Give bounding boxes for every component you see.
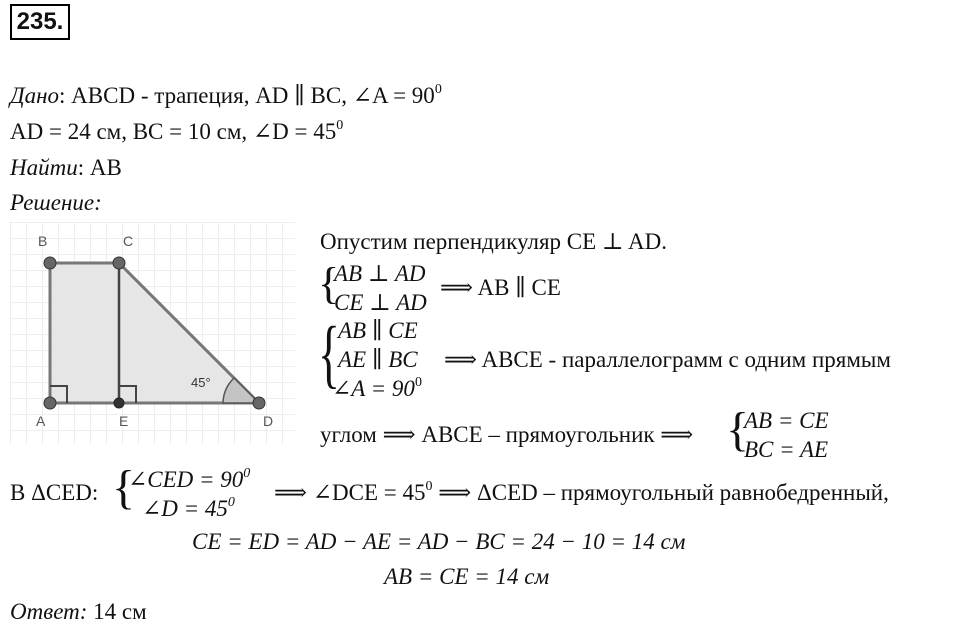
label-a: A [36, 413, 46, 429]
given-label: Дано [10, 83, 60, 108]
sys3-line-b: BC = AE [744, 437, 829, 462]
sys2-line-c [332, 375, 422, 407]
answer-line [10, 598, 147, 626]
trapezoid-figure [10, 222, 295, 444]
step-rectangle: углом ⟹ ABCE – прямоугольник ⟹ [320, 422, 694, 447]
sys2-line-c-text: ∠A = 90 [332, 376, 415, 401]
system-brace-4: { [112, 461, 136, 514]
answer-label: Ответ: [10, 599, 88, 624]
tri-mid-text: ⟹ ∠DCE = 45 [274, 480, 426, 505]
sys2-line-a: AB ∥ CE [338, 318, 418, 343]
triangle-prefix: В ΔCED: [10, 480, 99, 505]
sys2-result: ⟹ ABCE - параллелограмм с одним прямым [444, 347, 891, 372]
given-line-2 [10, 118, 343, 150]
sys4-line-b-text: ∠D = 45 [142, 496, 228, 521]
tri-mid-sup: 0 [425, 479, 433, 494]
given-sup-2: 0 [336, 118, 344, 133]
solution-label: Решение: [10, 190, 102, 215]
answer-text: 14 см [87, 599, 147, 624]
triangle-conclusion [274, 479, 889, 511]
system-brace-1: { [318, 259, 340, 308]
point-e-icon [114, 398, 124, 408]
tri-end-text: ⟹ ΔCED – прямоугольный равнобедренный, [438, 480, 889, 505]
sys4-line-a-text: ∠CED = 90 [128, 467, 244, 492]
sys1-line-b: CE ⊥ AD [334, 290, 427, 315]
find-line [10, 154, 122, 182]
sys4-line-a [128, 466, 250, 498]
point-c-icon [113, 257, 125, 269]
label-c: C [123, 233, 134, 249]
sys1-result: ⟹ AB ∥ CE [440, 275, 561, 300]
system-brace-2: { [318, 312, 340, 396]
system-brace-3: { [726, 403, 750, 456]
sys4-line-b [142, 495, 235, 527]
equation-2: AB = CE = 14 см [384, 564, 550, 589]
find-label: Найти [10, 155, 78, 180]
label-b: B [38, 233, 48, 249]
point-b-icon [44, 257, 56, 269]
angle-45-label: 45° [191, 375, 211, 390]
sys2-line-b: AE ∥ BC [338, 347, 418, 372]
step-perpendicular: Опустим перпендикуляр CE ⊥ AD. [320, 229, 668, 254]
point-a-icon [44, 397, 56, 409]
find-text: : AB [77, 155, 122, 180]
given-text-2: AD = 24 см, BC = 10 см, ∠D = 45 [10, 119, 337, 144]
sys4-line-a-sup: 0 [243, 466, 251, 481]
sys3-line-a: AB = CE [744, 408, 829, 433]
given-line-1 [10, 82, 442, 114]
label-d: D [263, 413, 274, 429]
problem-number: 235. [10, 4, 70, 40]
point-d-icon [253, 397, 265, 409]
sys4-line-b-sup: 0 [227, 495, 235, 510]
sys2-line-c-sup: 0 [414, 375, 422, 390]
sys1-line-a: AB ⊥ AD [334, 261, 426, 286]
given-sup-1: 0 [434, 82, 442, 97]
equation-1: CE = ED = AD − AE = AD − BC = 24 − 10 = 14 см [192, 529, 686, 554]
given-text-1: : ABCD - трапеция, AD ∥ BC, ∠A = 90 [59, 83, 435, 108]
label-e: E [119, 413, 129, 429]
